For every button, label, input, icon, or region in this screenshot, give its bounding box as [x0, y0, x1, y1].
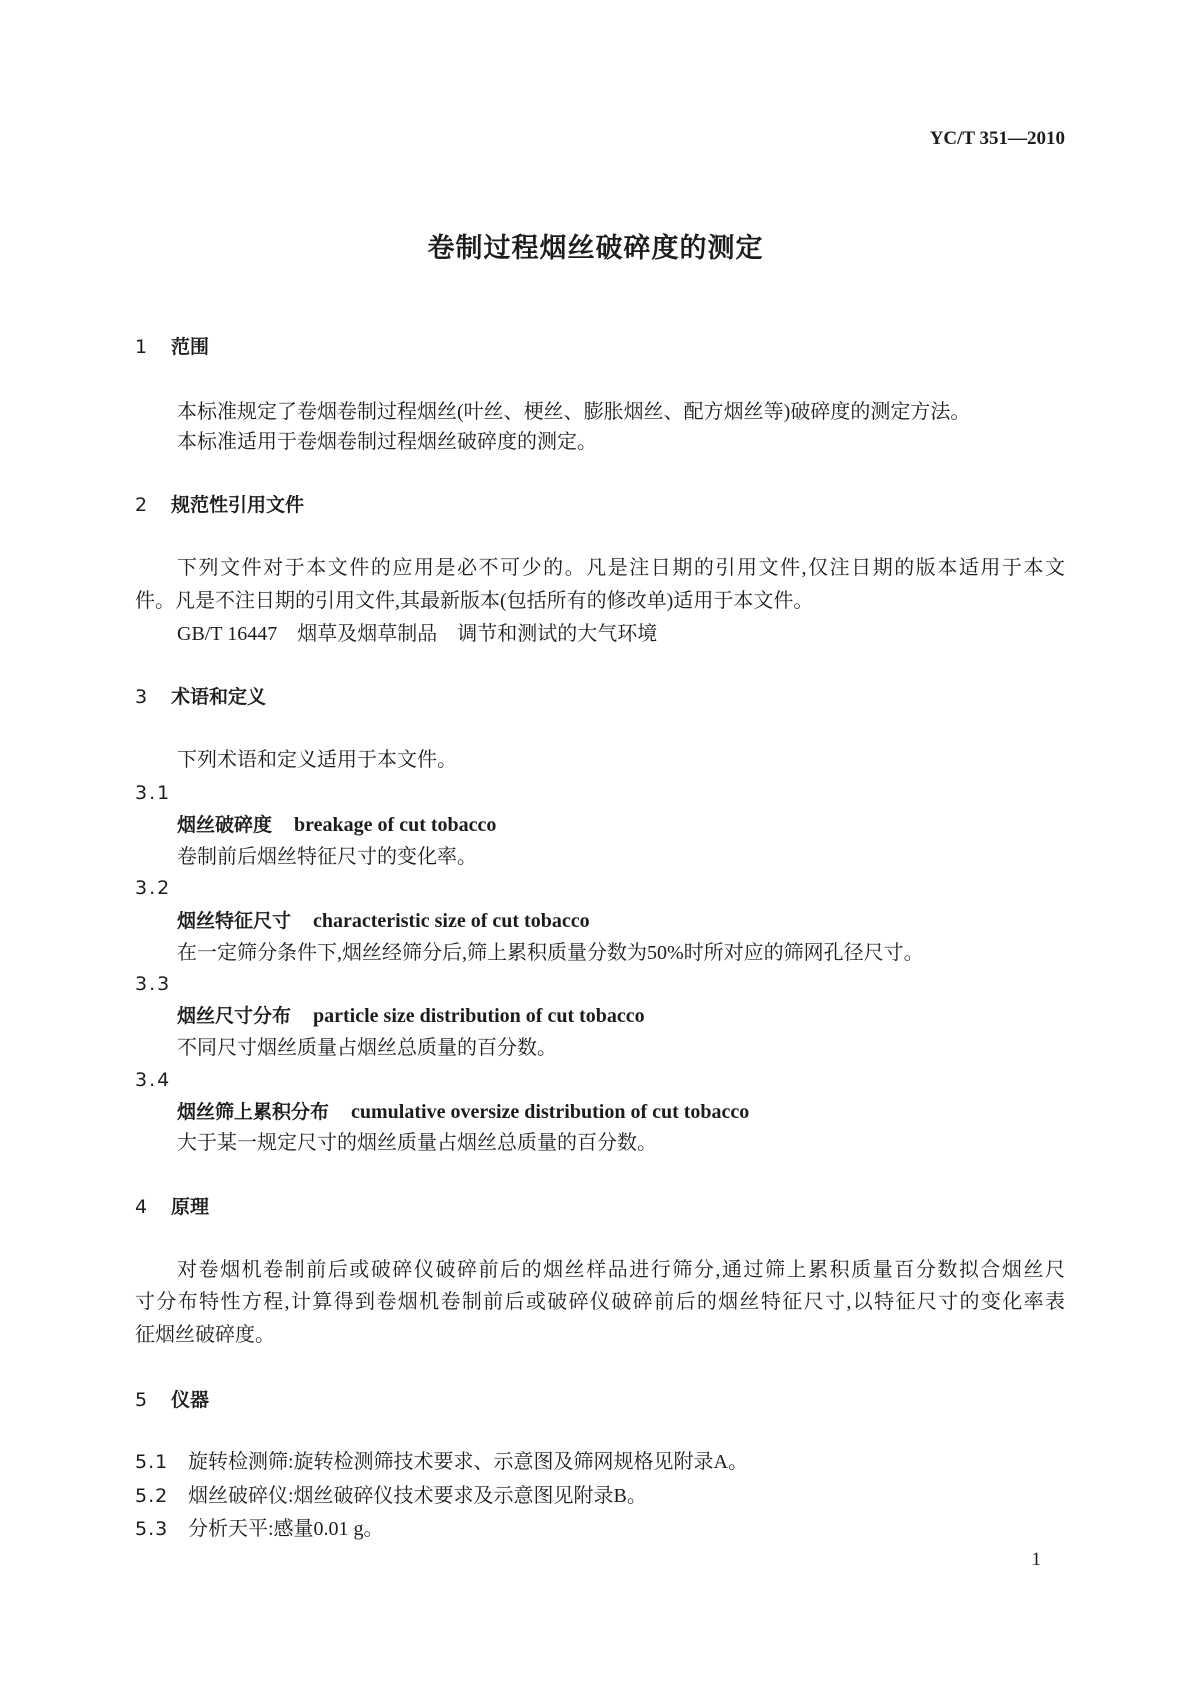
section-number: 4: [135, 1196, 148, 1218]
section-title: 原理: [171, 1196, 210, 1218]
section-1-heading: [135, 331, 209, 363]
document-title: 卷制过程烟丝破碎度的测定: [427, 233, 764, 264]
term-entry: [177, 1000, 645, 1032]
term-definition: 大于某一规定尺寸的烟丝质量占烟丝总质量的百分数。: [177, 1132, 657, 1154]
section-number: 2: [135, 494, 148, 516]
section-5-heading: [135, 1384, 209, 1416]
term-definition: 不同尺寸烟丝质量占烟丝总质量的百分数。: [177, 1037, 557, 1059]
term-entry: [177, 1096, 749, 1128]
paragraph: 本标准适用于卷烟卷制过程烟丝破碎度的测定。: [177, 431, 597, 453]
section-4-heading: [135, 1191, 209, 1223]
term-entry: [177, 809, 496, 841]
clause-number: 3.4: [135, 1069, 172, 1091]
paragraph-line: 件。凡是不注日期的引用文件,其最新版本(包括所有的修改单)适用于本文件。: [135, 590, 814, 612]
term-entry: [177, 905, 590, 937]
instrument-item: [135, 1513, 384, 1545]
instrument-item: [135, 1480, 647, 1512]
section-number: 3: [135, 686, 148, 708]
normative-reference: GB/T 16447 烟草及烟草制品 调节和测试的大气环境: [177, 623, 658, 645]
term-zh: 烟丝筛上累积分布: [177, 1101, 330, 1123]
standard-code: YC/T 351—2010: [929, 128, 1065, 149]
paragraph: 本标准规定了卷烟卷制过程烟丝(叶丝、梗丝、膨胀烟丝、配方烟丝等)破碎度的测定方法。: [177, 401, 971, 423]
instrument-item: [135, 1446, 748, 1478]
term-zh: 烟丝破碎度: [177, 814, 273, 836]
term-en: cumulative oversize distribution of cut tobacco: [351, 1101, 750, 1123]
paragraph-line: 寸分布特性方程,计算得到卷烟机卷制前后或破碎仪破碎前后的烟丝特征尺寸,以特征尺寸的变化率表: [135, 1291, 1065, 1313]
instrument-text: 旋转检测筛:旋转检测筛技术要求、示意图及筛网规格见附录A。: [188, 1451, 748, 1473]
section-number: 1: [135, 336, 148, 358]
paragraph-line: 下列文件对于本文件的应用是必不可少的。凡是注日期的引用文件,仅注日期的版本适用于本文: [177, 557, 1065, 579]
clause-number: 5.1: [135, 1451, 169, 1473]
paragraph-line: 征烟丝破碎度。: [135, 1324, 275, 1346]
clause-number: 3.2: [135, 877, 172, 899]
term-definition: 卷制前后烟丝特征尺寸的变化率。: [177, 846, 477, 868]
paragraph: 下列术语和定义适用于本文件。: [177, 749, 457, 771]
term-en: characteristic size of cut tobacco: [313, 910, 590, 932]
clause-number: 3.3: [135, 973, 172, 995]
section-title: 规范性引用文件: [171, 494, 305, 516]
instrument-text: 分析天平:感量0.01 g。: [188, 1518, 384, 1540]
clause-number: 5.3: [135, 1518, 169, 1540]
section-title: 术语和定义: [171, 686, 267, 708]
page-number: 1: [1031, 1549, 1041, 1570]
paragraph-line: 对卷烟机卷制前后或破碎仪破碎前后的烟丝样品进行筛分,通过筛上累积质量百分数拟合烟丝尺: [177, 1259, 1065, 1281]
clause-number: 5.2: [135, 1485, 169, 1507]
term-zh: 烟丝特征尺寸: [177, 910, 292, 932]
term-zh: 烟丝尺寸分布: [177, 1005, 292, 1027]
instrument-text: 烟丝破碎仪:烟丝破碎仪技术要求及示意图见附录B。: [188, 1485, 647, 1507]
clause-number: 3.1: [135, 782, 172, 804]
term-en: particle size distribution of cut tobacco: [313, 1005, 645, 1027]
section-title: 仪器: [171, 1389, 210, 1411]
section-3-heading: [135, 681, 266, 713]
term-definition: 在一定筛分条件下,烟丝经筛分后,筛上累积质量分数为50%时所对应的筛网孔径尺寸。: [177, 942, 924, 964]
section-2-heading: [135, 489, 304, 521]
section-number: 5: [135, 1389, 148, 1411]
section-title: 范围: [171, 336, 210, 358]
term-en: breakage of cut tobacco: [294, 814, 497, 836]
